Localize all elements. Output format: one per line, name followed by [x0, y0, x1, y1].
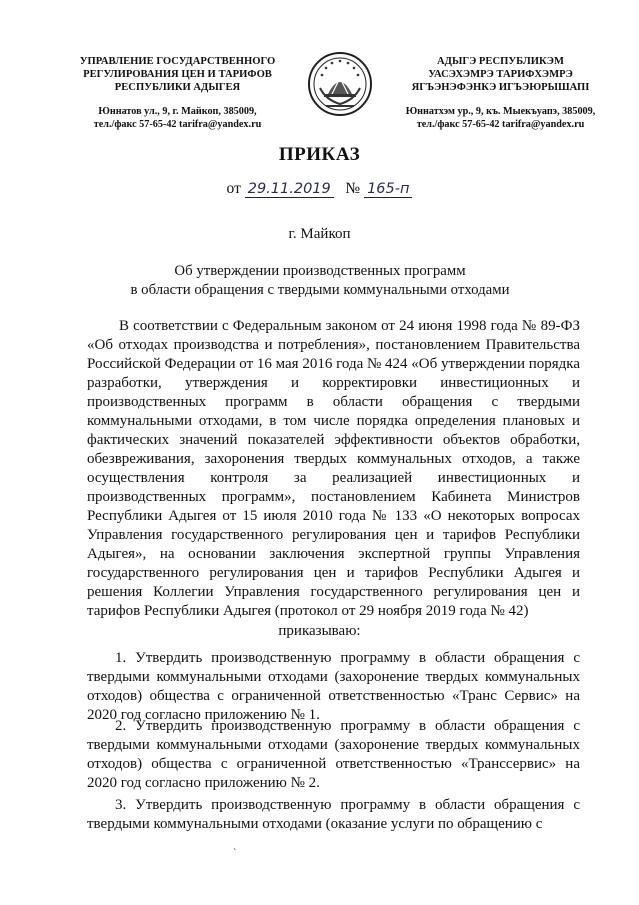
- subject-line-2: в области обращения с твердыми коммунальными отходами: [130, 282, 510, 298]
- right-contacts: тел./факс 57-65-42 tarifra@yandex.ru: [416, 119, 585, 130]
- left-org-line-3: РЕСПУБЛИКИ АДЫГЕЯ: [114, 82, 241, 93]
- document-subject: [90, 262, 550, 300]
- document-title: ПРИКАЗ: [278, 144, 361, 165]
- left-address: Юннатов ул., 9, г. Майкоп, 385009,: [98, 106, 257, 117]
- right-org-line-3: ЯГЪЭНЭФЭНКЭ ИГЪЭЮРЫШАПI: [411, 82, 590, 93]
- right-org-line-2: УАСЭХЭМРЭ ТАРИФХЭМРЭ: [428, 69, 573, 80]
- subject-line-1: Об утверждении производственных программ: [174, 263, 466, 279]
- right-header: [383, 55, 618, 131]
- number-label: №: [345, 180, 361, 197]
- order-item-2: 2. Утвердить производственную программу в области обращения с твердыми коммунальными отходами (захоронение твердых коммунальных отходов) общества с ограниченной ответственностью «Транссервис» на 2020 год согласно приложению № 2.: [87, 718, 580, 791]
- orders-word: приказываю:: [278, 623, 361, 639]
- right-org-line-1: АДЫГЭ РЕСПУБЛИКЭМ: [437, 56, 564, 67]
- date-from-label: от: [226, 180, 241, 197]
- left-contacts: тел./факс 57-65-42 tarifra@yandex.ru: [93, 119, 262, 130]
- order-item-1: 1. Утвердить производственную программу в области обращения с твердыми коммунальными отходами (захоронение твердых коммунальных отходов) общества с ограниченной ответственностью «Транс Сервис» на 2020 год согласно приложению № 1.: [87, 650, 580, 723]
- handwritten-date: 29.11.2019: [245, 181, 334, 198]
- coat-of-arms-emblem: [306, 50, 374, 118]
- right-address: Юннатхэм ур., 9, къ. Мыекъуапэ, 385009,: [405, 106, 596, 117]
- intro-paragraph: В соответствии с Федеральным законом от 24 июня 1998 года № 89-ФЗ «Об отходах производства и потребления», постановлением Правительства Российской Федерации от 16 мая 2016 года № 424 «Об утверждении порядка разработки, утверждения и корректировки инвестиционных и производственных программ в области обращения с твердыми коммунальными отходами, в том числе порядка определения плановых и фактических значений показателей эффективности объектов обработки, обезвреживания, захоронения твердых коммунальных отходов, а также осуществления контроля за реализацией инвестиционных и производственных программ», постановлением Кабинета Министров Республики Адыгея от 15 июля 2010 года № 133 «О некоторых вопросах Управления государственного регулирования цен и тарифов Республики Адыгея», на основании заключения экспертной группы Управления государственного регулирования цен и тарифов Республики Адыгея и решения Коллегии Управления государственного регулирования цен и тарифов Республики Адыгея (протокол от 29 ноября 2019 года № 42): [87, 318, 580, 619]
- date-number-line: [0, 180, 639, 198]
- left-org-line-1: УПРАВЛЕНИЕ ГОСУДАРСТВЕННОГО: [79, 56, 276, 67]
- city: г. Майкоп: [288, 226, 351, 242]
- order-item-3: 3. Утвердить производственную программу в области обращения с твердыми коммунальными отходами (оказание услуги по обращению с: [87, 797, 580, 832]
- left-org-line-2: РЕГУЛИРОВАНИЯ ЦЕН И ТАРИФОВ: [83, 69, 272, 80]
- left-header: [70, 55, 285, 131]
- scan-mark: `: [233, 848, 237, 859]
- handwritten-number: 165-п: [364, 181, 412, 198]
